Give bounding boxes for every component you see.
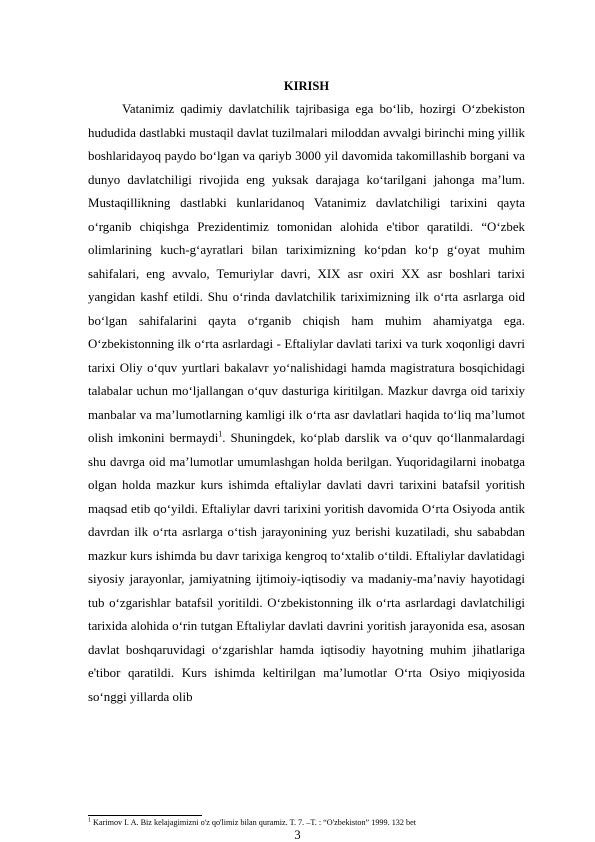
body-paragraph — [88, 98, 525, 709]
footnote-text: Karimov I. A. Biz kelajagimizni o'z qo'limiz bilan quramiz. T. 7. –T. : “O'zbekiston” 1999. 132 bet — [91, 818, 417, 827]
body-text-part-2: . Shuningdek, ko‘plab darslik va o‘quv qo‘llanmalardagi shu davrga oid ma’lumotlar umumlashgan holda berilgan. Yuqoridagilarni inobatga olgan holda mazkur kurs ishimda eftaliylar davlati davri tarixini batafsil yoritish maqsad etib qo‘yildi. Eftaliylar davri tarixini yoritish davomida O‘rta Osiyoda antik davrdan ilk o‘rta asrlarga o‘tish jarayonining yuz berishi kuzatiladi, shu sababdan mazkur kurs ishimda bu davr tarixiga kengroq to‘xtalib o‘tildi. Eftaliylar davlatidagi siyosiy jarayonlar, jamiyatning ijtimoiy-iqtisodiy va madaniy-ma’naviy hayotidagi tub o‘zgarishlar batafsil yoritildi. O‘zbekistonning ilk o‘rta asrlardagi davlatchiligi tarixida alohida o‘rin tutgan Eftaliylar davlati davrini yoritish jarayonida esa, asosan davlat boshqaruvidagi o‘zgarishlar hamda iqtisodiy hayotning muhim jihatlariga e'tibor qaratildi. Kurs ishimda keltirilgan ma’lumotlar O‘rta Osiyo miqiyosida so‘nggi yillarda olib — [88, 431, 525, 704]
body-text-part-1: Vatanimiz qadimiy davlatchilik tajribasiga ega bo‘lib, hozirgi O‘zbekiston hududida dastlabki mustaqil davlat tuzilmalari miloddan avvalgi birinchi ming yillik boshlaridayoq paydo bo‘lgan va qariyb 3000 yil davomida takomillashib borgani va dunyo davlatchiligi rivojida eng yuksak darajaga ko‘tarilgani jahonga ma’lum. Mustaqillikning dastlabki kunlaridanoq Vatanimiz davlatchiligi tarixini qayta o‘rganib chiqishga Prezidentimiz tomonidan alohida e'tibor qaratildi. “O‘zbek olimlarining kuch-g‘ayratlari bilan tariximizning ko‘pdan ko‘p g‘oyat muhim sahifalari, eng avvalo, Temuriylar davri, XIX asr oxiri XX asr boshlari tarixi yangidan kashf etildi. Shu o‘rinda davlatchilik tariximizning ilk o‘rta asrlarga oid bo‘lgan sahifalarini qayta o‘rganib chiqish ham muhim ahamiyatga ega. O‘zbekistonning ilk o‘rta asrlardagi - Eftaliylar davlati tarixi va turk xoqonligi davri tarixi Oliy o‘quv yurtlari bakalavr yo‘nalishidagi hamda magistratura bosqichidagi talabalar uchun mo‘ljallangan o‘quv dasturiga kiritilgan. Mazkur davrga oid tarixiy manbalar va ma’lumotlarning kamligi ilk o‘rta asr davlatlari haqida to‘liq ma’lumot olish imkonini bermaydi — [88, 102, 525, 445]
section-title: KIRISH — [283, 79, 330, 93]
page-number: 3 — [294, 828, 301, 842]
footnote-divider — [88, 815, 202, 816]
footnote-mark: 1 — [88, 817, 91, 824]
footnote — [88, 818, 525, 828]
footnote-reference[interactable]: 1 — [218, 429, 223, 439]
